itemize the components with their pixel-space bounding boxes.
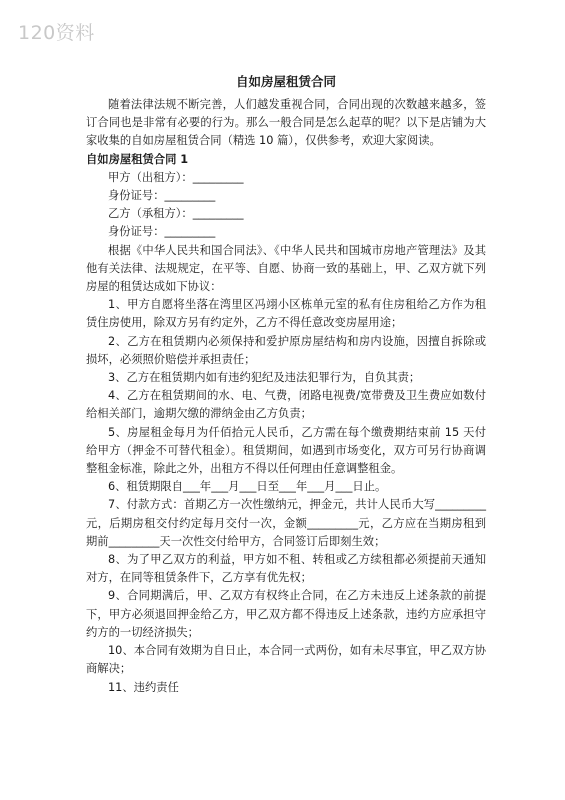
party-b-id-field: 身份证号：_________: [108, 225, 216, 239]
party-a-id-field: 身份证号：_________: [108, 189, 216, 203]
clause-9: 9、合同期满后，甲、乙双方有权终止合同，在乙方未违反上述条款的前提下，甲方必须退回押金给乙方，甲乙双方都不得违反上述条款，违约方应承担守约方的一切经济损失；: [86, 589, 486, 639]
watermark-logo: 120资料: [18, 22, 95, 44]
clause-2: 2、乙方在租赁期内必须保持和爱护原房屋结构和房内设施，因擅自拆除或损坏，必须照价赔偿并承担责任；: [86, 334, 486, 366]
clause-7: 7、付款方式：首期乙方一次性缴纳元，押金元，共计人民币大写_________元，后期房租交付约定每月交付一次，金额_________元，乙方应在当期房租到期前_________天一次性交付给甲方，合同签订后即刻生效；: [86, 498, 486, 548]
section-heading: 自如房屋租赁合同 1: [86, 152, 189, 166]
document-title: 自如房屋租赁合同: [235, 74, 336, 89]
clause-4: 4、乙方在租赁期间的水、电、气费，闭路电视费/宽带费及卫生费应如数付给相关部门，逾期欠缴的滞纳金由乙方负责；: [86, 389, 486, 421]
clause-6: 6、租赁期限自___年___月___日至___年___月___日止。: [108, 480, 387, 494]
clause-5: 5、房屋租金每月为仟佰拾元人民币，乙方需在每个缴费期结束前 15 天付给甲方（押金不可替代租金）。租赁期间，如遇到市场变化，双方可另行协商调整租金标准，除此之外，出租方不得以任何理由任意调整租金。: [86, 425, 486, 476]
clause-11: 11、违约责任: [108, 680, 179, 694]
document-body: [86, 96, 486, 697]
clause-3: 3、乙方在租赁期内如有违约犯纪及违法犯罪行为，自负其责；: [108, 371, 421, 385]
party-a-field: 甲方（出租方）：_________: [108, 170, 244, 184]
clause-10: 10、本合同有效期为自日止，本合同一式两份，如有未尽事宜，甲乙双方协商解决；: [86, 644, 486, 676]
clause-1: 1、甲方自愿将坐落在湾里区冯翊小区栋单元室的私有住房租给乙方作为租赁住房使用，除双方另有约定外，乙方不得任意改变房屋用途；: [86, 298, 486, 330]
preamble-paragraph: 根据《中华人民共和国合同法》、《中华人民共和国城市房地产管理法》及其他有关法律、法规规定，在平等、自愿、协商一致的基础上，甲、乙双方就下列房屋的租赁达成如下协议：: [86, 243, 486, 294]
party-b-field: 乙方（承租方）：_________: [108, 207, 244, 221]
intro-paragraph: 随着法律法规不断完善，人们越发重视合同，合同出现的次数越来越多，签订合同也是非常有必要的行为。那么一般合同是怎么起草的呢？以下是店铺为大家收集的自如房屋租赁合同（精选 10 篇），仅供参考，欢迎大家阅读。: [86, 98, 486, 148]
clause-8: 8、为了甲乙双方的利益，甲方如不租、转租或乙方续租都必须提前天通知对方，在同等租赁条件下，乙方享有优先权；: [86, 553, 486, 585]
